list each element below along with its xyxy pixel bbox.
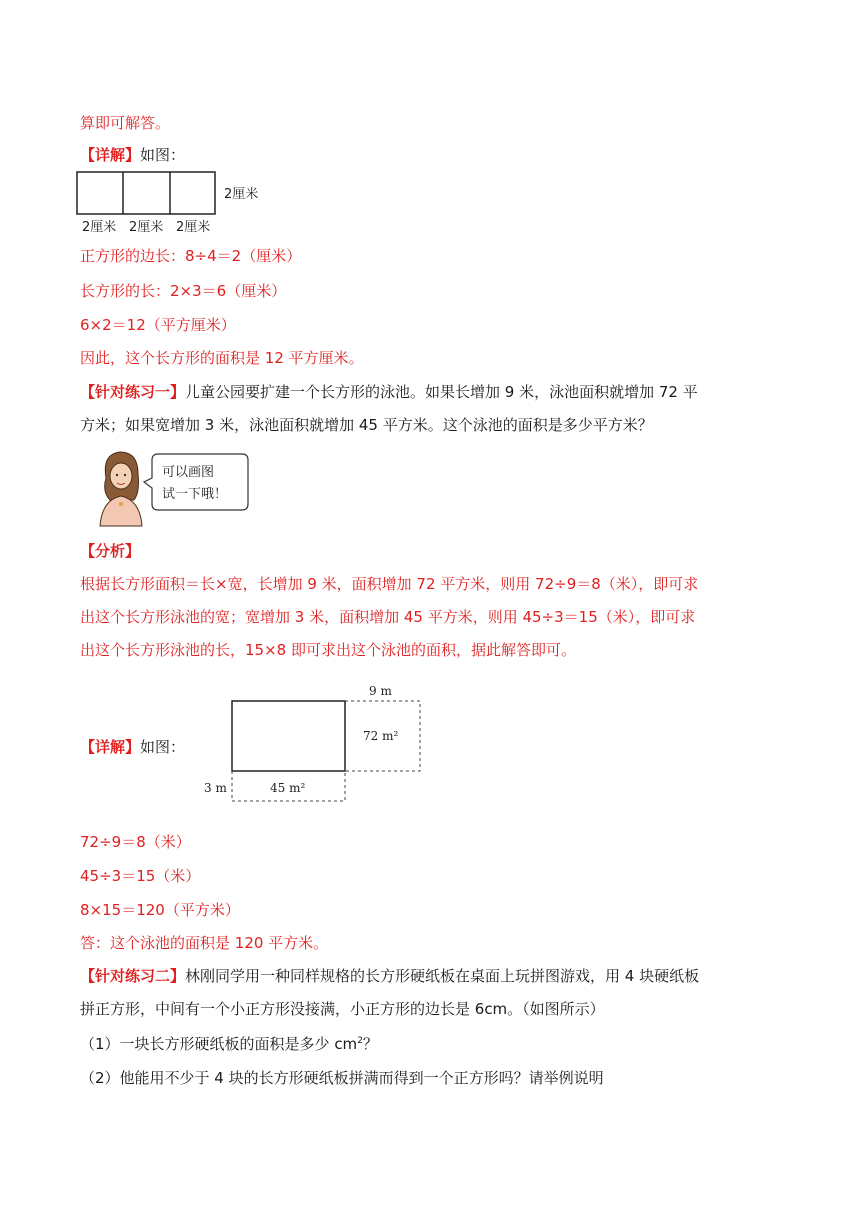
exercise-2-tag: 【针对练习二】 bbox=[80, 967, 186, 985]
solution-line-3: 6×2＝12（平方厘米） bbox=[80, 316, 236, 334]
top-length-label: 9 m bbox=[369, 684, 392, 698]
intro-text: 算即可解答。 bbox=[80, 114, 171, 132]
detail-text: 如图： bbox=[140, 146, 186, 164]
detail-heading-1 bbox=[80, 145, 185, 165]
detail-heading-2 bbox=[80, 737, 185, 757]
bubble-line-2: 试一下哦！ bbox=[162, 487, 228, 502]
analysis-heading: 【分析】 bbox=[80, 542, 141, 560]
exercise-2-text-1: 林刚同学用一种同样规格的长方形硬纸板在桌面上玩拼图游戏，用 4 块硬纸板 bbox=[185, 967, 700, 985]
question-1-end: ？ bbox=[362, 1035, 378, 1053]
step-2: 45÷3＝15（米） bbox=[80, 867, 201, 885]
question-1-superscript: 2 bbox=[357, 1036, 363, 1046]
answer-line: 答：这个泳池的面积是 120 平方米。 bbox=[80, 934, 329, 952]
detail-2-text: 如图： bbox=[140, 738, 186, 756]
teacher-illustration bbox=[90, 448, 250, 528]
left-width-label: 3 m bbox=[204, 781, 227, 795]
bubble-line-1: 可以画图 bbox=[162, 465, 215, 480]
exercise-1-line-1 bbox=[80, 382, 698, 402]
side-label: 2厘米 bbox=[224, 187, 259, 202]
question-2: （2）他能用不少于 4 块的长方形硬纸板拼满而得到一个正方形吗？请举例说明 bbox=[80, 1069, 604, 1087]
face bbox=[110, 463, 132, 489]
analysis-line-2: 出这个长方形泳池的宽；宽增加 3 米，面积增加 45 平方米，则用 45÷3＝15（米），即可求 bbox=[80, 608, 696, 626]
step-1: 72÷9＝8（米） bbox=[80, 833, 191, 851]
question-1 bbox=[80, 1034, 378, 1054]
conclusion-line: 因此，这个长方形的面积是 12 平方厘米。 bbox=[80, 349, 364, 367]
pool-diagram bbox=[196, 683, 426, 805]
analysis-line-3: 出这个长方形泳池的长，15×8 即可求出这个泳池的面积，据此解答即可。 bbox=[80, 641, 576, 659]
exercise-1-text-1: 儿童公园要扩建一个长方形的泳池。如果长增加 9 米，泳池面积就增加 72 平 bbox=[185, 383, 698, 401]
bottom-area-label: 45 m² bbox=[270, 781, 306, 795]
bottom-label-3: 2厘米 bbox=[176, 220, 211, 235]
right-area-label: 72 m² bbox=[363, 729, 399, 743]
exercise-2-line-1 bbox=[80, 966, 699, 986]
analysis-line-1: 根据长方形面积＝长×宽，长增加 9 米，面积增加 72 平方米，则用 72÷9＝8（米），即可求 bbox=[80, 575, 699, 593]
exercise-1-line-2: 方米；如果宽增加 3 米，泳池面积就增加 45 平方米。这个泳池的面积是多少平方米？ bbox=[80, 416, 653, 434]
solution-line-2: 长方形的长：2×3＝6（厘米） bbox=[80, 282, 287, 300]
three-squares-figure bbox=[76, 168, 276, 238]
question-1-text: （1）一块长方形硬纸板的面积是多少 cm bbox=[80, 1035, 358, 1053]
detail-2-tag: 【详解】 bbox=[80, 738, 141, 756]
detail-tag: 【详解】 bbox=[80, 146, 141, 164]
step-3: 8×15＝120（平方米） bbox=[80, 901, 240, 919]
exercise-2-line-2: 拼正方形，中间有一个小正方形没接满，小正方形的边长是 6cm。（如图所示） bbox=[80, 1000, 605, 1018]
solution-line-1: 正方形的边长：8÷4＝2（厘米） bbox=[80, 247, 302, 265]
bottom-label-1: 2厘米 bbox=[82, 220, 117, 235]
exercise-1-tag: 【针对练习一】 bbox=[80, 383, 186, 401]
body bbox=[100, 496, 142, 526]
rect-outline bbox=[77, 172, 215, 214]
bottom-label-2: 2厘米 bbox=[129, 220, 164, 235]
pool-rect bbox=[232, 701, 345, 771]
